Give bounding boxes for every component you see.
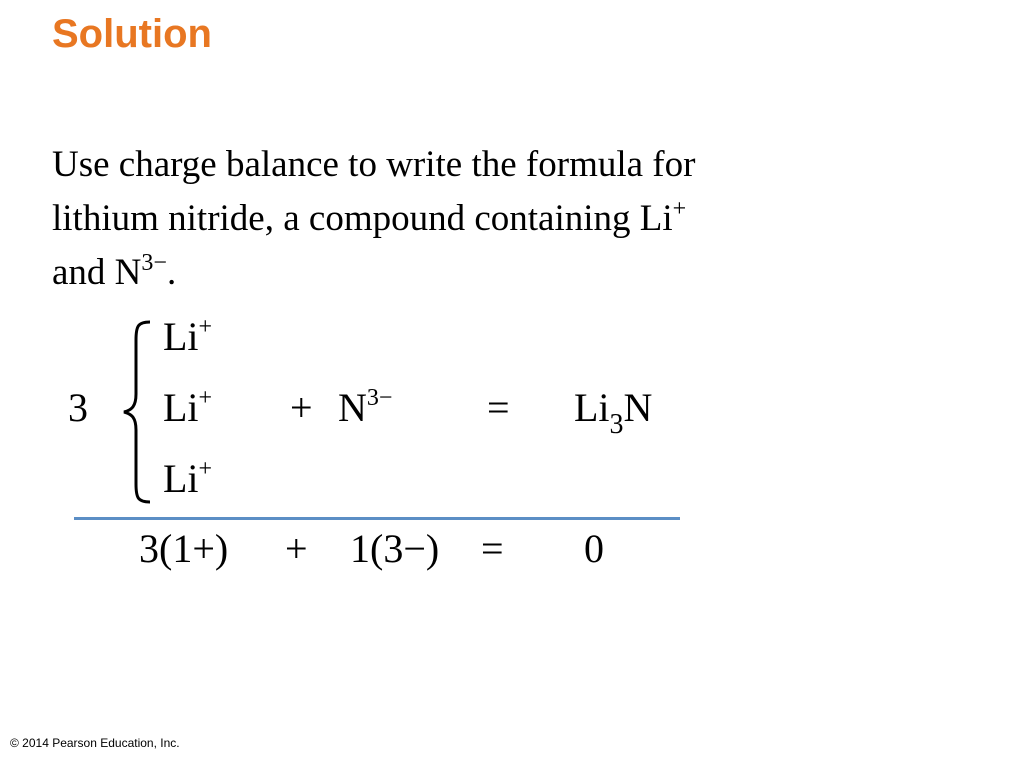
li-ion-1 xyxy=(163,313,212,361)
li-ion-2-charge: + xyxy=(198,385,213,411)
multiplier-3: 3 xyxy=(68,385,88,430)
equals-sign: = xyxy=(487,385,510,430)
n-charge-sup: 3− xyxy=(141,250,167,276)
copyright-footer: © 2014 Pearson Education, Inc. xyxy=(10,736,180,750)
li-ion-2-base: Li xyxy=(163,385,199,430)
formula-end: N xyxy=(623,385,653,430)
body-line-2-text: lithium nitride, a compound containing Li xyxy=(52,198,673,239)
lithium-nitride-formula xyxy=(574,384,653,440)
formula-subscript: 3 xyxy=(609,409,624,440)
li-ion-2 xyxy=(163,384,212,432)
body-text xyxy=(52,138,932,300)
li-ion-3-charge: + xyxy=(198,456,213,482)
charge-equals: = xyxy=(481,526,504,571)
body-line-3 xyxy=(52,246,932,300)
formula-base: Li xyxy=(574,385,610,430)
charge-plus: + xyxy=(285,526,308,571)
body-line-2 xyxy=(52,192,932,246)
nitride-ion-charge: 3− xyxy=(366,385,393,411)
li-ion-1-charge: + xyxy=(198,314,213,340)
plus-sign: + xyxy=(290,385,313,430)
nitride-ion xyxy=(338,384,392,432)
body-line-3-text: and N xyxy=(52,252,142,293)
divider-line xyxy=(74,517,680,520)
charge-term-2: 1(3−) xyxy=(350,526,440,571)
slide-title: Solution xyxy=(52,12,212,56)
body-line-3-end: . xyxy=(166,252,177,293)
body-line-1: Use charge balance to write the formula for xyxy=(52,144,696,185)
li-ion-3 xyxy=(163,455,212,503)
curly-brace-icon xyxy=(118,318,158,506)
charge-term-1: 3(1+) xyxy=(139,526,229,571)
li-ion-1-base: Li xyxy=(163,314,199,359)
nitride-ion-base: N xyxy=(338,385,367,430)
charge-result: 0 xyxy=(584,526,604,571)
li-ion-3-base: Li xyxy=(163,456,199,501)
li-charge-sup: + xyxy=(672,196,687,222)
